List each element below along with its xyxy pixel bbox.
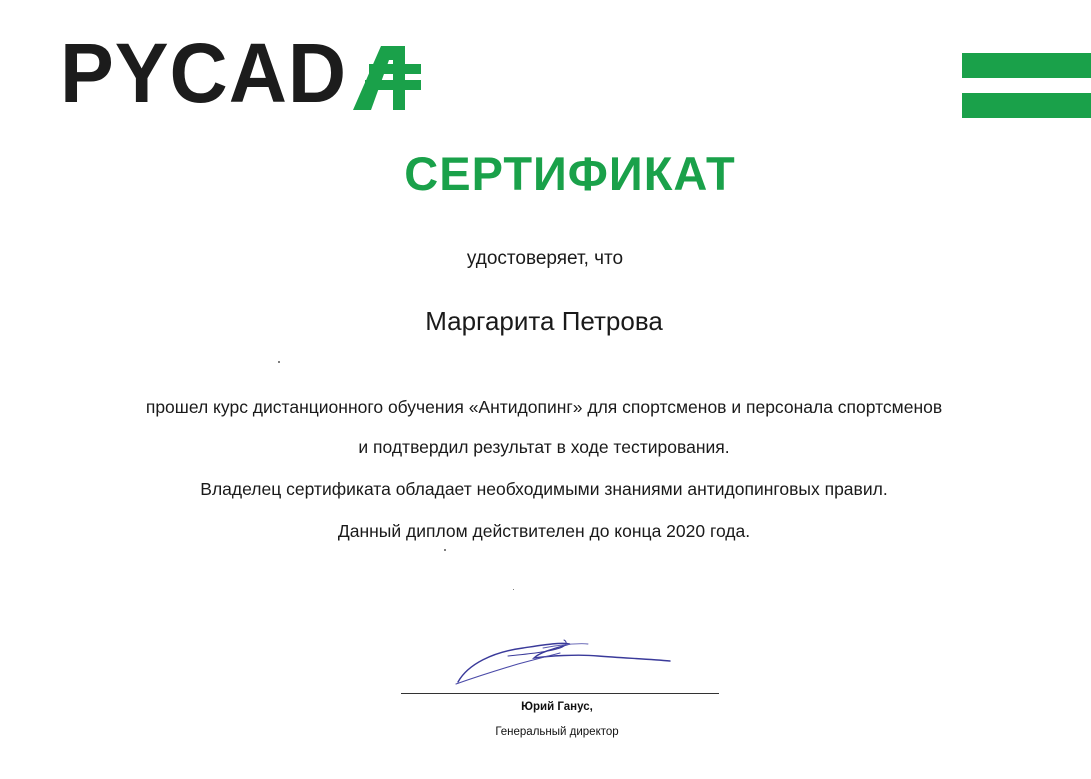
signatory-name: Юрий Ганус, xyxy=(521,701,593,713)
body-line-knowledge: Владелец сертификата обладает необходимыми знаниями антидопинговых правил. xyxy=(200,479,888,499)
paper-speck xyxy=(444,549,446,551)
rusada-logo xyxy=(60,26,423,120)
recipient-name: Маргарита Петрова xyxy=(425,306,663,336)
body-line-course: прошел курс дистанционного обучения «Антидопинг» для спортсменов и персонала спортсменов xyxy=(145,397,943,417)
body-line-testing: и подтвердил результат в ходе тестирования. xyxy=(358,437,730,457)
paper-speck xyxy=(278,361,280,363)
handwritten-signature xyxy=(448,634,678,690)
flag-stripes xyxy=(962,53,1091,118)
flag-stripe-top xyxy=(962,53,1091,78)
signature-line xyxy=(401,693,719,694)
signatory-position: Генеральный директор xyxy=(495,726,619,738)
logo-a-mark-icon xyxy=(353,46,423,110)
certificate-subtitle: удостоверяет, что xyxy=(466,248,624,269)
paper-speck xyxy=(513,589,514,590)
flag-stripe-bottom xyxy=(962,93,1091,118)
certificate-title: СЕРТИФИКАТ xyxy=(404,147,736,200)
body-line-validity: Данный диплом действителен до конца 2020 года. xyxy=(337,521,751,541)
logo-wordmark: PYCAD xyxy=(60,26,348,120)
